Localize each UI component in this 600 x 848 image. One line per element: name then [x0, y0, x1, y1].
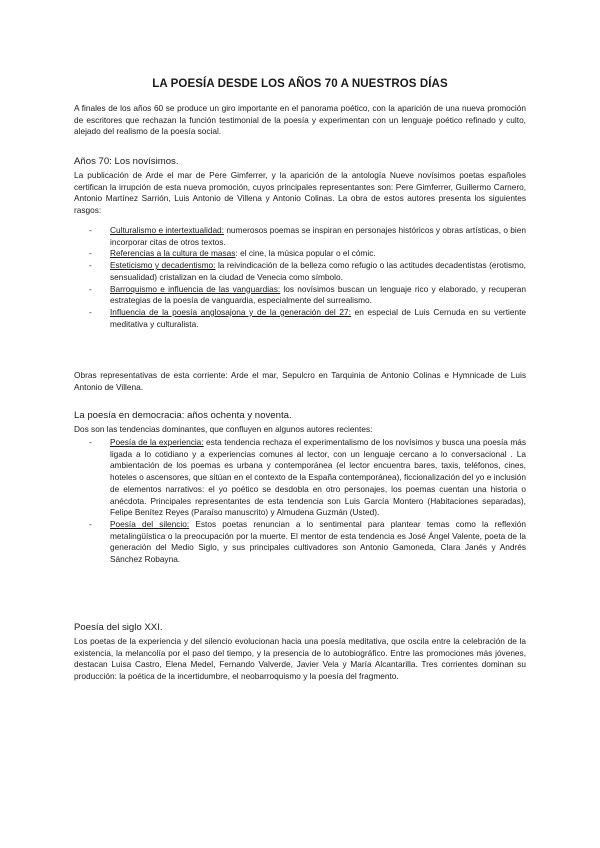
bullet-dash: - — [89, 248, 92, 259]
feature-text: la reivindicación de la belleza como refugio o las actitudes decadentistas (erotismo, sensualidad) cristalizan en la ciudad de Venecia como símbolo. — [110, 260, 526, 282]
siglo-xxi-paragraph: Los poetas de la experiencia y del silencio evolucionan hacia una poesía meditativa, que oscila entre la celebración de la existencia, la melancolía por el paso del tiempo, y la presencia de lo autobiográfico. Entre las promociones más jóvenes, destacan Luisa Castro, Elena Medel, Fernando Valverde, Javier Vela y María Alcantarilla. Tres corrientes dominan su producción: la poética de la incertidumbre, el neobarroquismo y la poesía del fragmento. — [74, 636, 526, 682]
feature-text: : el cine, la música popular o el cómic. — [235, 248, 376, 259]
novisimos-features-list — [74, 225, 526, 330]
feature-term: Referencias a la cultura de masas — [110, 248, 236, 259]
feature-text: numerosos poemas se inspiran en personajes históricos y obras artísticas, o bien incorporar citas de otros textos. — [110, 225, 526, 247]
list-item — [74, 519, 526, 566]
feature-term: Esteticismo y decadentismo: — [110, 260, 216, 271]
document-title: LA POESÍA DESDE LOS AÑOS 70 A NUESTROS DÍAS — [152, 78, 448, 90]
bullet-dash: - — [89, 437, 92, 447]
bullet-dash: - — [89, 283, 92, 294]
trend-term: Poesía de la experiencia: — [110, 437, 204, 447]
feature-text: los novísimos buscan un lenguaje rico y elaborado, y recuperan estrategias de la poesía de vanguardia, especialmente del surrealismo. — [110, 283, 526, 306]
bullet-dash: - — [89, 518, 92, 529]
list-item — [74, 307, 526, 330]
intro-paragraph: A finales de los años 60 se produce un giro importante en el panorama poético, con la aparición de una nueva promoción de escritores que rechazan la función testimonial de la poesía y experimentan con un lenguaje poético refinado y culto, alejado del realismo de la poesía social. — [74, 103, 526, 137]
list-item — [74, 437, 526, 519]
trend-term: Poesía del silencio: — [110, 518, 190, 529]
list-item — [74, 260, 526, 283]
list-item — [74, 225, 526, 248]
bullet-dash: - — [89, 225, 92, 235]
novisimos-paragraph: La publicación de Arde el mar de Pere Gimferrer, y la aparición de la antología Nueve novísimos poetas españoles certifican la irrupción de esta nueva promoción, cuyos principales representantes son: Pere Gimferrer, Guillermo Carnero, Antonio Martínez Sarrión, Luis Antonio de Villena y Antonio Colinas. La obra de estos autores presenta los siguientes rasgos: — [74, 170, 526, 216]
trend-text: esta tendencia rechaza el experimentalismo de los novísimos y busca una poesía más ligada a lo cotidiano y a experiencias comunes al lector, con un lenguaje cercano a lo conversacional . La ambientación de los poemas es urbana y contemporánea (el lector encuentra bares, taxis, teléfonos, cines, hoteles o ascensores, que sitúan en el contexto de la España contemporánea), ficcionalización del yo e inclusión de elementos narrativos: el yo poético se desdobla en otro personajes, los poemas cuentan una historia o anécdota. Principales representantes de esta tendencia son Luis García Montero (Habitaciones separadas), Felipe Benítez Reyes (Paraíso manuscrito) y Almudena Guzmán (Usted). — [110, 437, 526, 518]
list-item — [74, 284, 526, 307]
democracia-trends-list — [74, 437, 526, 566]
feature-term: Culturalismo e intertextualidad: — [110, 225, 224, 235]
democracia-paragraph: Dos son las tendencias dominantes, que confluyen en algunos autores recientes: — [74, 424, 373, 434]
bullet-dash: - — [89, 260, 92, 271]
representative-works-paragraph: Obras representativas de esta corriente: Arde el mar, Sepulcro en Tarquinia de Antonio Colinas e Hymnicade de Luis Antonio de Villena. — [74, 370, 526, 392]
feature-term: Barroquismo e influencia de las vanguardias: — [110, 283, 281, 294]
feature-text: en especial de Luis Cernuda en su vertiente meditativa y culturalista. — [110, 306, 526, 329]
bullet-dash: - — [89, 306, 92, 317]
trend-text: Estos poetas renuncian a lo sentimental para plantear temas como la reflexión metalingüística o la preocupación por la muerte. El mentor de esta tendencia es José Ángel Valente, poeta de la generación del Medio Siglo, y sus principales cultivadores son Antonio Gamoneda, Clara Janés y Andrés Sánchez Robayna. — [110, 518, 526, 565]
section-heading-democracia: La poesía en democracia: años ochenta y noventa. — [74, 410, 292, 421]
feature-term: Influencia de la poesía anglosajona y de la generación del 27: — [110, 306, 351, 317]
section-heading-novisimos: Años 70: Los novísimos. — [74, 156, 179, 167]
section-heading-siglo-xxi: Poesía del siglo XXI. — [74, 622, 163, 633]
list-item — [74, 248, 526, 260]
